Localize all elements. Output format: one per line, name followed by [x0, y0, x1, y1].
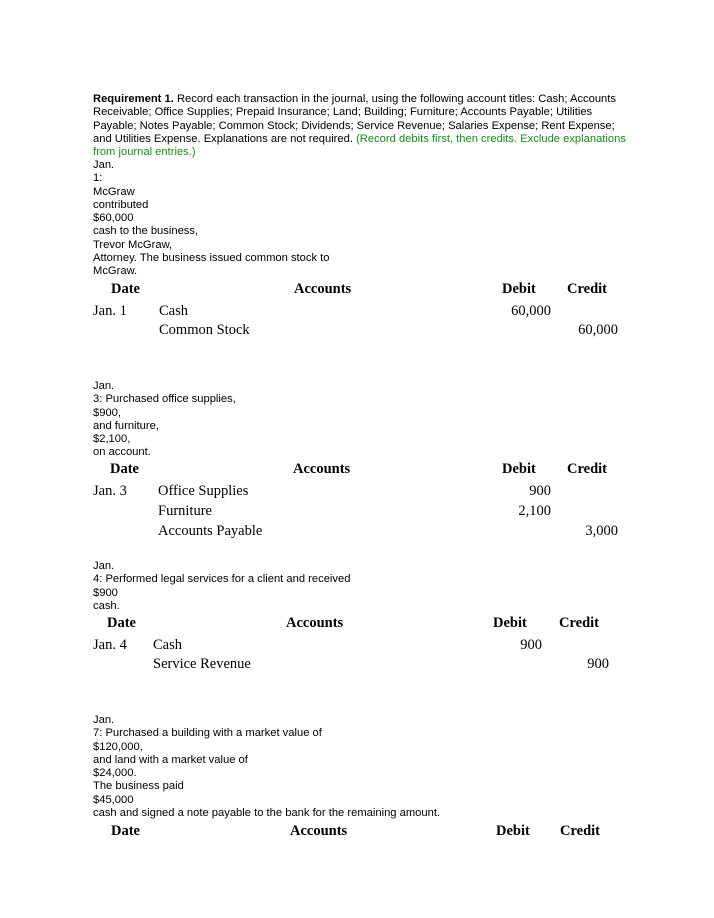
date-header: Date	[110, 461, 139, 477]
narrative-line: 1:	[93, 172, 103, 185]
narrative-line: Jan.	[93, 380, 115, 392]
requirement-heading: Requirement 1.	[93, 93, 174, 105]
account-cell[interactable]: Service Revenue	[153, 656, 251, 672]
date-header: Date	[107, 615, 136, 631]
narrative-line: McGraw.	[93, 265, 138, 278]
requirement-paragraph	[93, 93, 633, 159]
narrative-line: Attorney. The business issued common stock to	[93, 252, 330, 265]
narrative-line: Jan.	[93, 560, 115, 572]
narrative-line: 3: Purchased office supplies,	[93, 393, 236, 406]
narrative-line: Jan.	[93, 159, 115, 171]
narrative-line: and furniture,	[93, 419, 159, 432]
narrative-line: McGraw	[93, 185, 135, 198]
transaction-narrative-jan-1	[93, 159, 493, 279]
credit-cell[interactable]: 60,000	[578, 322, 618, 338]
narrative-line: cash to the business,	[93, 225, 199, 238]
narrative-line: $2,100,	[93, 433, 131, 446]
credit-header: Credit	[559, 615, 600, 631]
account-cell[interactable]: Common Stock	[159, 322, 250, 338]
debit-header: Debit	[502, 461, 536, 477]
credit-header: Credit	[560, 823, 601, 839]
account-cell[interactable]: Accounts Payable	[158, 523, 263, 539]
narrative-line: on account.	[93, 446, 151, 459]
narrative-line: Jan.	[93, 714, 115, 726]
narrative-line: cash and signed a note payable to the bank for the remaining amount.	[93, 807, 441, 820]
requirement-text: Record each transaction in the journal, using the following account titles: Cash; Accounts Receivable; Office Supplies; Prepaid Insurance; Land; Building; Furniture; Accounts Payable; Utilities Payable; Notes Payable; Common Stock; Dividends; Service Revenue; Salaries Expense; Rent Expense; and Utilities Expense. Explanations are not required.	[93, 93, 616, 145]
date-header: Date	[111, 823, 140, 839]
entry-date: Jan. 4	[93, 637, 127, 653]
narrative-line: $60,000	[93, 212, 134, 225]
narrative-line: $24,000.	[93, 767, 137, 780]
entry-date: Jan. 1	[93, 303, 127, 319]
transaction-narrative-jan-4	[93, 560, 493, 613]
debit-cell[interactable]: 900	[529, 483, 551, 499]
debit-header: Debit	[493, 615, 527, 631]
accounts-header: Accounts	[286, 615, 344, 631]
account-cell[interactable]: Cash	[153, 637, 182, 653]
transaction-narrative-jan-7	[93, 714, 493, 820]
narrative-line: $900,	[93, 406, 121, 419]
accounts-header: Accounts	[293, 461, 351, 477]
debit-cell[interactable]: 900	[520, 637, 542, 653]
narrative-line: $120,000,	[93, 740, 143, 753]
narrative-line: $900	[93, 586, 118, 599]
narrative-line: Trevor McGraw,	[93, 238, 173, 251]
credit-cell[interactable]: 3,000	[585, 523, 618, 539]
debit-cell[interactable]: 2,100	[518, 503, 551, 519]
debit-header: Debit	[496, 823, 530, 839]
narrative-line: contributed	[93, 198, 149, 211]
narrative-line: The business paid	[93, 780, 184, 793]
accounts-header: Accounts	[294, 281, 352, 297]
account-cell[interactable]: Furniture	[158, 503, 212, 519]
narrative-line: $45,000	[93, 793, 134, 806]
credit-cell[interactable]: 900	[587, 656, 609, 672]
requirement-instruction: (Record debits first, then credits. Exclude explanations from journal entries.)	[93, 132, 626, 159]
narrative-line: 7: Purchased a building with a market value of	[93, 727, 322, 740]
credit-header: Credit	[567, 281, 608, 297]
debit-cell[interactable]: 60,000	[511, 303, 551, 319]
account-cell[interactable]: Cash	[159, 303, 188, 319]
debit-header: Debit	[502, 281, 536, 297]
narrative-line: cash.	[93, 599, 120, 612]
account-cell[interactable]: Office Supplies	[158, 483, 249, 499]
accounts-header: Accounts	[290, 823, 348, 839]
transaction-narrative-jan-3	[93, 380, 493, 460]
date-header: Date	[111, 281, 140, 297]
narrative-line: 4: Performed legal services for a client and received	[93, 573, 351, 586]
entry-date: Jan. 3	[93, 483, 127, 499]
narrative-line: and land with a market value of	[93, 753, 248, 766]
credit-header: Credit	[567, 461, 608, 477]
